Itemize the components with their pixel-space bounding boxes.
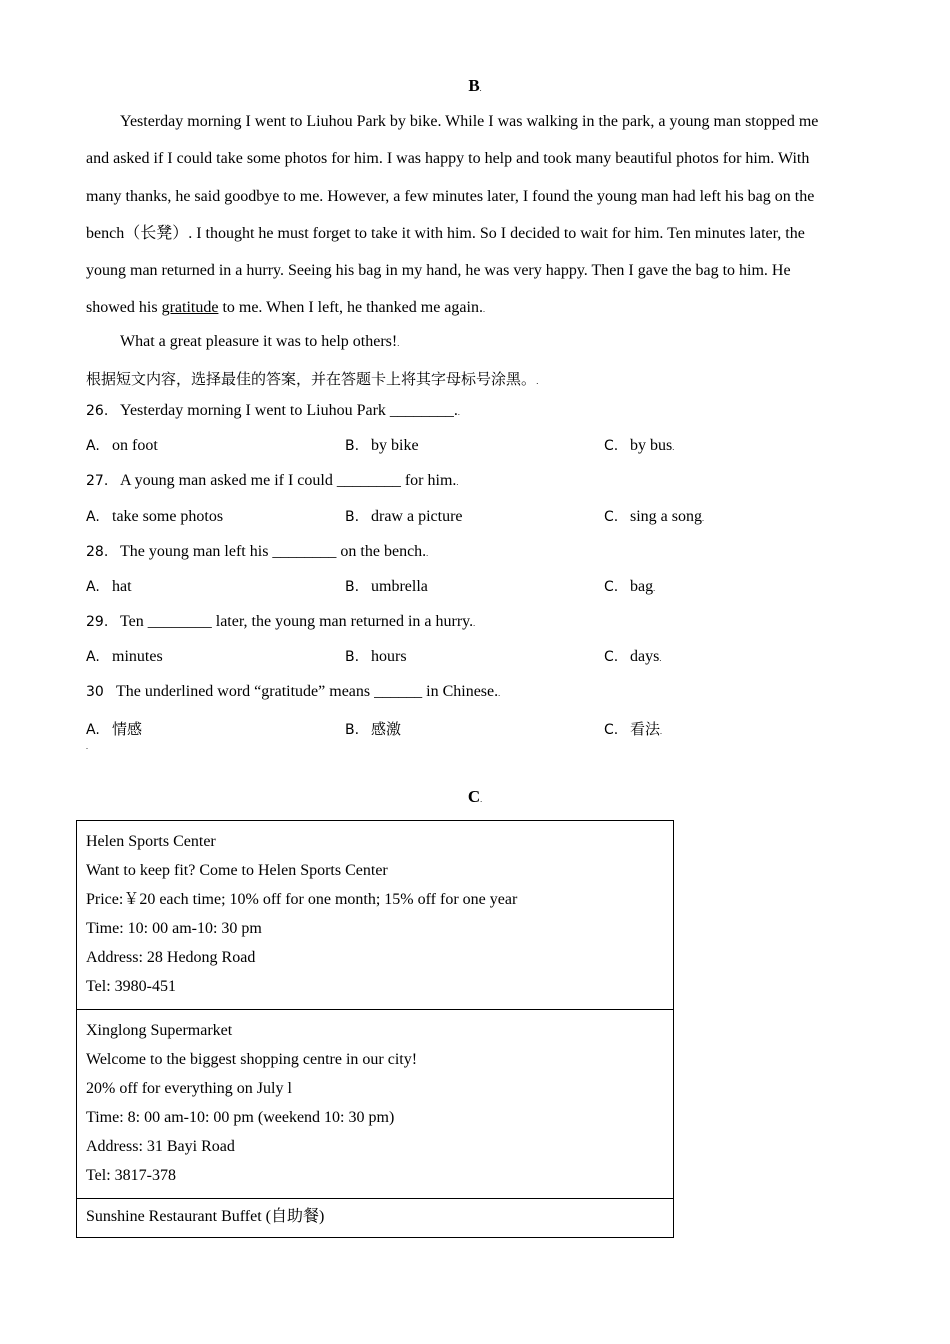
option-text: hat (112, 578, 132, 595)
ad-row (77, 1010, 674, 1199)
question-29: 29. Ten ________ later, the young man returned in a hurry.. (86, 613, 476, 630)
ad-title: Sunshine Restaurant Buffet (自助餐) (86, 1208, 325, 1225)
option-text: take some photos (112, 508, 224, 525)
option-c[interactable]: C. days. (604, 648, 662, 665)
option-b[interactable] (345, 508, 463, 526)
option-a[interactable] (86, 718, 142, 739)
question-28: 28. The young man left his ________ on the bench.. (86, 543, 429, 560)
option-letter: A. (86, 649, 100, 665)
question-number: 27. (86, 473, 109, 489)
option-b[interactable] (345, 648, 407, 666)
question-text: Yesterday morning I went to Liuhou Park ________. (120, 402, 458, 419)
ad-line: Time: 10: 00 am-10: 30 pm (86, 920, 262, 937)
option-text: by bike (371, 437, 419, 454)
option-letter: B. (345, 722, 360, 738)
option-text: bag (630, 578, 654, 595)
option-text: umbrella (371, 578, 428, 595)
option-letter: B. (345, 579, 360, 595)
option-b[interactable] (345, 578, 428, 596)
option-b[interactable] (345, 437, 419, 455)
option-letter: A. (86, 722, 100, 738)
question-27: 27. A young man asked me if I could ________ for him.. (86, 472, 459, 489)
option-c[interactable]: C. by bus. (604, 437, 675, 454)
option-a[interactable] (86, 648, 163, 666)
ad-line: Price:￥20 each time; 10% off for one month; 15% off for one year (86, 891, 518, 908)
question-30: 30 The underlined word “gratitude” means ______ in Chinese.. (86, 683, 501, 700)
option-letter: C. (604, 722, 619, 738)
option-text: on foot (112, 437, 158, 454)
passage-line: young man returned in a hurry. Seeing his bag in my hand, he was very happy. Then I gave the bag to him. He (86, 262, 791, 280)
option-text: hours (371, 648, 407, 665)
option-text: by bus (630, 437, 673, 454)
option-letter: C. (604, 438, 619, 454)
ad-row (77, 1199, 674, 1238)
ad-title: Xinglong Supermarket (86, 1022, 233, 1039)
passage-closing: What a great pleasure it was to help others!. (120, 333, 400, 350)
option-text: 看法 (630, 720, 661, 738)
ad-line: Tel: 3817-378 (86, 1167, 176, 1184)
passage (86, 103, 856, 329)
instruction-text: 根据短文内容，选择最佳的答案，并在答题卡上将其字母标号涂黑。 (86, 370, 537, 388)
ad-row (77, 821, 674, 1010)
question-text: A young man asked me if I could ________ for him. (120, 472, 457, 489)
ad-cell-supermarket (77, 1010, 674, 1199)
option-letter: A. (86, 438, 100, 454)
section-c-heading: C. (467, 787, 483, 806)
option-c[interactable]: C. bag. (604, 578, 656, 595)
ads-table (76, 820, 674, 1238)
option-letter: C. (604, 579, 619, 595)
section-b-title: B (468, 76, 480, 95)
option-a[interactable] (86, 578, 132, 596)
option-b[interactable] (345, 718, 401, 739)
option-a[interactable] (86, 437, 158, 455)
stray-mark: . (86, 742, 88, 751)
ad-title: Helen Sports Center (86, 833, 216, 850)
passage-line: Yesterday morning I went to Liuhou Park by bike. While I was walking in the park, a young man stopped me (120, 113, 819, 130)
ad-line: Tel: 3980-451 (86, 978, 176, 995)
option-text: 感激 (371, 720, 402, 738)
question-number: 29. (86, 614, 109, 630)
ad-line: Welcome to the biggest shopping centre in our city! (86, 1051, 418, 1068)
question-number: 30 (86, 684, 104, 700)
option-letter: A. (86, 579, 100, 595)
passage-line: and asked if I could take some photos for him. I was happy to help and took many beautiful photos for him. With (86, 150, 810, 168)
passage-line: many thanks, he said goodbye to me. However, a few minutes later, I found the young man had left his bag on the (86, 187, 815, 205)
passage-line: bench（长凳）. I thought he must forget to take it with him. So I decided to wait for him. Ten minutes later, the (86, 224, 805, 242)
option-letter: B. (345, 438, 360, 454)
ad-cell-sports-center (77, 821, 674, 1010)
closing-text: What a great pleasure it was to help others! (120, 333, 398, 350)
passage-text: to me. When I left, he thanked me again. (218, 299, 483, 317)
option-text: days (630, 648, 660, 665)
passage-last-line: showed his gratitude to me. When I left, he thanked me again.. (86, 299, 485, 317)
ad-line: Address: 28 Hedong Road (86, 949, 256, 966)
question-text: Ten ________ later, the young man returned in a hurry. (120, 613, 474, 630)
ad-cell-restaurant (77, 1199, 674, 1238)
ad-line: Want to keep fit? Come to Helen Sports Center (86, 862, 388, 879)
question-text: The underlined word “gratitude” means ______ in Chinese. (116, 683, 499, 700)
option-c[interactable]: C. 看法. (604, 720, 663, 738)
section-c-title: C (467, 787, 481, 806)
option-a[interactable] (86, 508, 223, 526)
question-26: 26. Yesterday morning I went to Liuhou Park ________.. (86, 402, 460, 419)
underlined-word: gratitude (161, 299, 219, 317)
ad-line: Address: 31 Bayi Road (86, 1138, 235, 1155)
question-text: The young man left his ________ on the bench. (120, 543, 427, 560)
instruction: 根据短文内容，选择最佳的答案，并在答题卡上将其字母标号涂黑。. (86, 370, 539, 388)
section-b-heading: B. (468, 76, 482, 95)
option-text: sing a song (630, 508, 702, 525)
question-number: 26. (86, 403, 109, 419)
option-text: draw a picture (371, 508, 463, 525)
option-letter: B. (345, 649, 360, 665)
option-letter: B. (345, 509, 360, 525)
option-text: 情感 (112, 720, 143, 738)
option-letter: C. (604, 649, 619, 665)
ad-line: 20% off for everything on July l (86, 1080, 292, 1097)
option-letter: C. (604, 509, 619, 525)
question-number: 28. (86, 544, 109, 560)
option-letter: A. (86, 509, 100, 525)
ad-line: Time: 8: 00 am-10: 00 pm (weekend 10: 30 pm) (86, 1109, 395, 1126)
option-text: minutes (112, 648, 163, 665)
option-c[interactable]: C. sing a song. (604, 508, 704, 525)
passage-text: showed his (86, 299, 162, 317)
